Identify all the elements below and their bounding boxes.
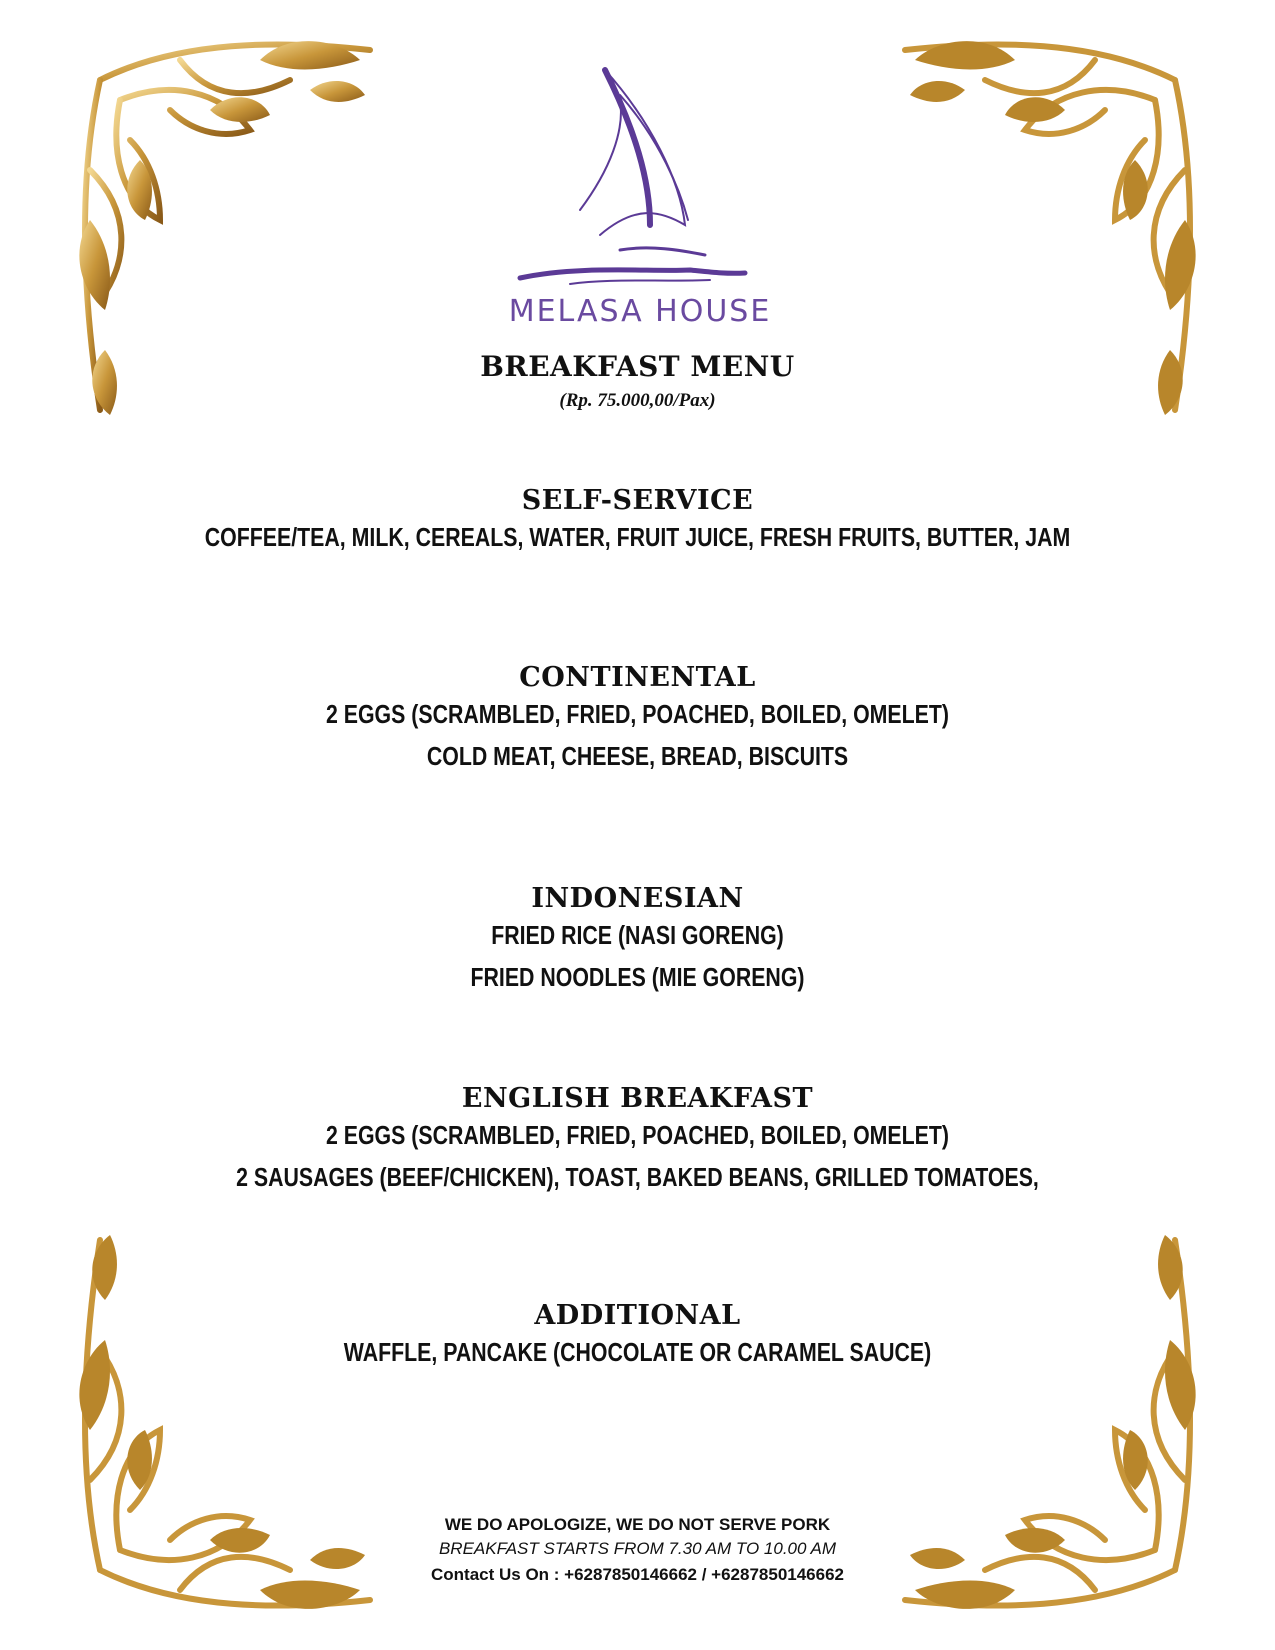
- footer: [0, 1515, 1275, 1585]
- footer-contact: Contact Us On : +6287850146662 / +6287850146662: [430, 1565, 844, 1584]
- section-additional: [0, 1300, 1275, 1373]
- section-title: SELF-SERVICE: [521, 485, 754, 516]
- section-line: COFFEE/TEA, MILK, CEREALS, WATER, FRUIT JUICE, FRESH FRUITS, BUTTER, JAM: [204, 522, 1071, 552]
- menu-price: (Rp. 75.000,00/Pax): [559, 390, 716, 411]
- sailboat-icon: [510, 60, 770, 300]
- section-title: ADDITIONAL: [534, 1300, 741, 1331]
- section-title: ENGLISH BREAKFAST: [461, 1083, 814, 1114]
- section-line: 2 SAUSAGES (BEEF/CHICKEN), TOAST, BAKED BEANS, GRILLED TOMATOES,: [236, 1162, 1039, 1192]
- section-line: WAFFLE, PANCAKE (CHOCOLATE OR CARAMEL SAUCE): [343, 1337, 932, 1367]
- section-english-breakfast: [0, 1083, 1275, 1198]
- brand-name: MELASA HOUSE: [508, 294, 772, 329]
- section-indonesian: [0, 883, 1275, 998]
- section-line: FRIED RICE (NASI GORENG): [491, 920, 784, 950]
- footer-notice: WE DO APOLOGIZE, WE DO NOT SERVE PORK: [444, 1515, 831, 1534]
- section-self-service: [0, 485, 1275, 558]
- section-line: FRIED NOODLES (MIE GORENG): [470, 962, 805, 992]
- brand-logo: [500, 60, 780, 350]
- section-line: 2 EGGS (SCRAMBLED, FRIED, POACHED, BOILED, OMELET): [325, 1120, 950, 1150]
- section-line: 2 EGGS (SCRAMBLED, FRIED, POACHED, BOILED, OMELET): [325, 699, 950, 729]
- menu-title: BREAKFAST MENU: [480, 350, 795, 383]
- section-title: CONTINENTAL: [519, 662, 756, 693]
- footer-hours: BREAKFAST STARTS FROM 7.30 AM TO 10.00 AM: [438, 1539, 837, 1558]
- section-title: INDONESIAN: [531, 883, 744, 914]
- section-continental: [0, 662, 1275, 777]
- section-line: COLD MEAT, CHEESE, BREAD, BISCUITS: [426, 741, 849, 771]
